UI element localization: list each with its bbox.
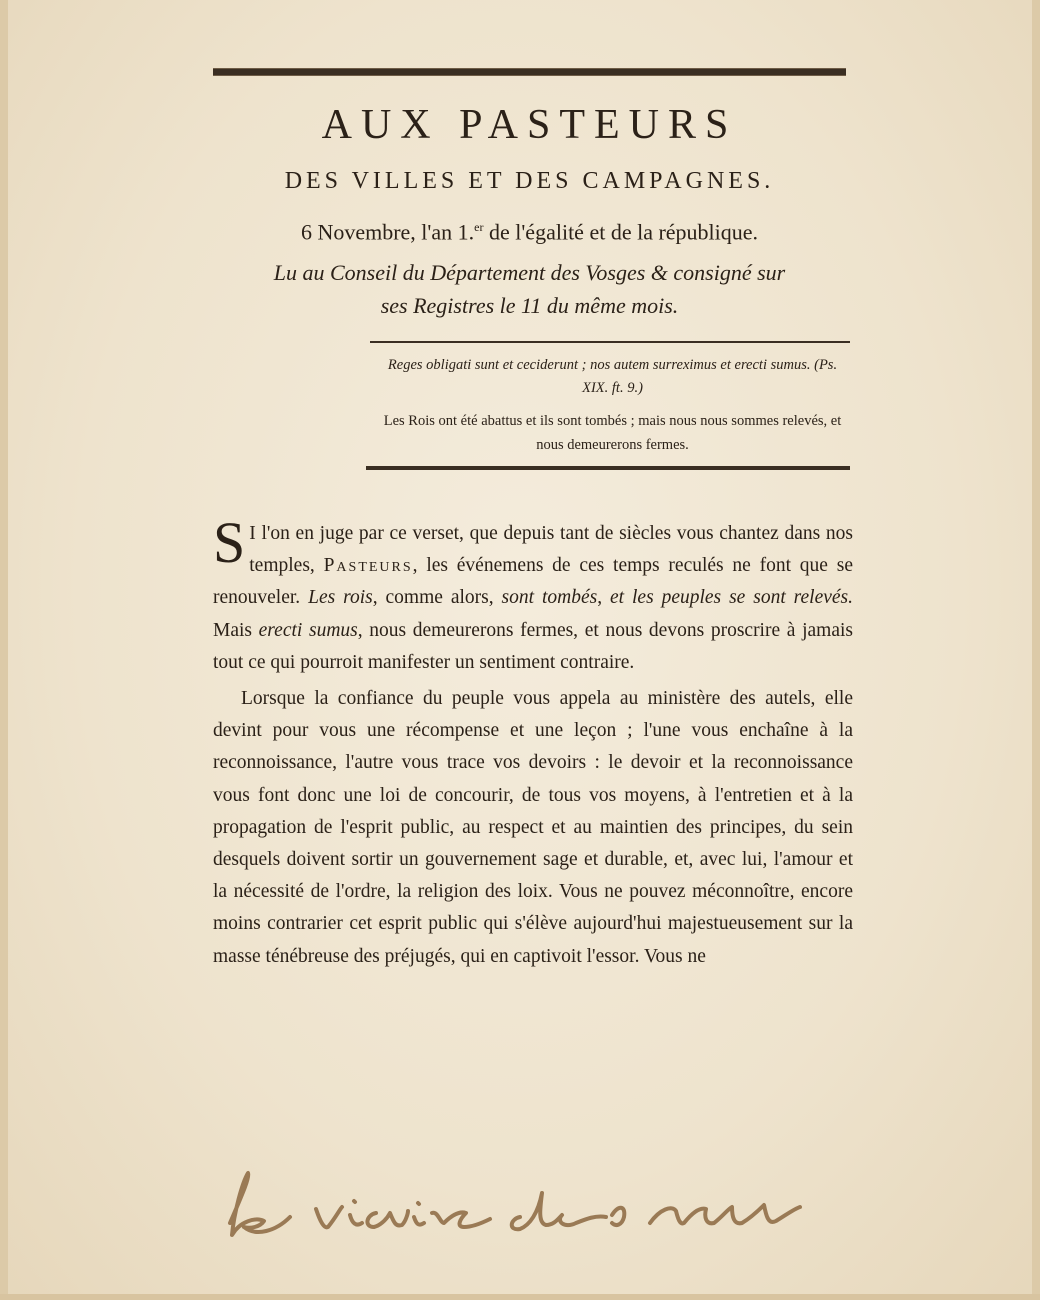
epigraph-latin: Reges obligati sunt et ceciderunt ; nos autem surreximus et erecti sumus. (Ps. XIX. ft. 9.) bbox=[387, 357, 838, 396]
paper-edge-right bbox=[1032, 0, 1040, 1300]
date-line-text: 6 Novembre, l'an 1. bbox=[300, 219, 475, 245]
p1-seg1: I l'on en juge par ce verset, que depuis tant de siècles vous chantez dans nos temples, bbox=[249, 523, 853, 577]
p1-seg5: Mais bbox=[213, 619, 259, 641]
p1-seg4: , bbox=[597, 587, 611, 609]
signature-strokes bbox=[230, 1173, 800, 1235]
paragraph-2: Lorsque la confiance du peuple vous appela au ministère des autels, elle devint pour vous une récompense et une leçon ; l'une vous enchaîne à la reconnoissance, l'autre vous trace vos devoirs : le devoir et la reconnoissance vous font donc une loi de concourir, de tous vos moyens, à l'entretien et à la propagation de l'esprit public, au respect et au maintien des principes, du sein desquels doivent sortir un gouvernement sage et durable, et, avec lui, l'amour et la nécessité de l'ordre, la religion des loix. Vous ne pouvez méconnoître, encore moins contrarier cet esprit public qui s'élève aujourd'hui majestueusement sur la masse ténébreuse des préjugés, qui en captivoit l'essor. Vous ne bbox=[213, 688, 853, 967]
council-note bbox=[213, 256, 846, 322]
p1-seg6: , nous demeurerons fermes, et nous devons proscrire à jamais tout ce qui pourroit manifester un sentiment contraire. bbox=[213, 619, 853, 673]
p1-italic-1: Les rois bbox=[308, 587, 373, 609]
paper-edge-left bbox=[0, 0, 8, 1300]
paragraph-1 bbox=[213, 510, 854, 679]
header-top-rule bbox=[213, 68, 846, 76]
date-line-superscript: er bbox=[474, 220, 484, 234]
council-note-line-2: ses Registres le 11 du même mois. bbox=[380, 293, 679, 318]
epigraph-top-rule bbox=[370, 341, 850, 343]
paper-edge-bottom bbox=[0, 1294, 1040, 1300]
p1-seg2: , les événemens de ces temps reculés ne font que se renouveler. bbox=[213, 555, 853, 609]
council-note-line-1: Lu au Conseil du Département des Vosges & consigné sur bbox=[273, 260, 786, 285]
p1-italic-4: erecti sumus bbox=[258, 619, 358, 641]
handwritten-signature bbox=[220, 1165, 840, 1255]
p1-seg3: , comme alors, bbox=[372, 587, 502, 609]
epigraph-bottom-rule bbox=[366, 466, 850, 470]
date-line bbox=[213, 212, 846, 247]
epigraph-french: Les Rois ont été abattus et ils sont tombés ; mais nous nous sommes relevés, et nous demeurerons fermes. bbox=[383, 413, 842, 453]
body-text bbox=[213, 510, 854, 973]
drop-cap: S bbox=[213, 510, 246, 575]
document-subtitle: DES VILLES ET DES CAMPAGNES. bbox=[284, 168, 775, 194]
date-line-rest: de l'égalité et de la république. bbox=[483, 219, 759, 245]
p1-italic-3: et les peuples se sont relevés. bbox=[610, 587, 854, 609]
p1-pasteurs: Pasteurs bbox=[323, 555, 413, 577]
p1-italic-2: sont tombés bbox=[501, 587, 598, 609]
document-title: AUX PASTEURS bbox=[321, 102, 738, 148]
